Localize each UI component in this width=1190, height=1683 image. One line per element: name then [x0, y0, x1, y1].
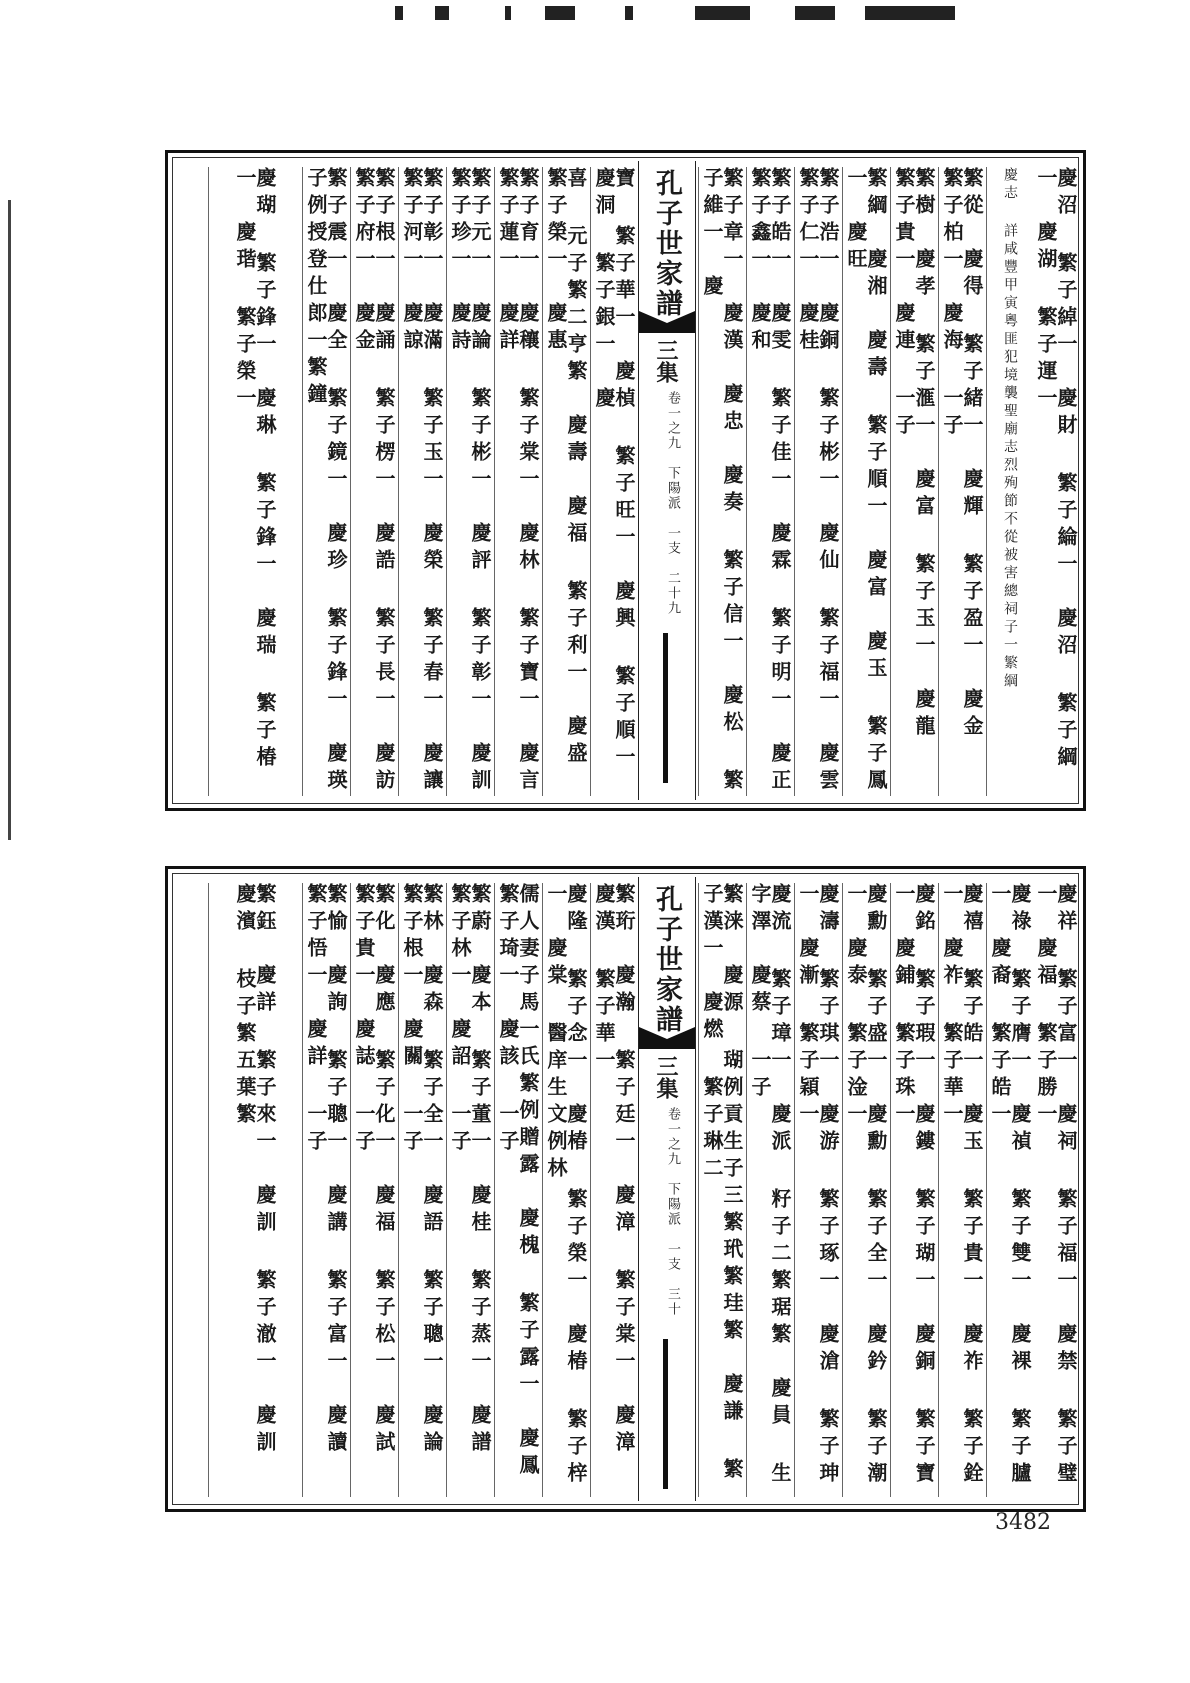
- center-fold-label: [638, 877, 696, 1501]
- fold-bar: [663, 1339, 668, 1489]
- entry-column: 慶祥 繁子富一 慶祠 繁子福一 慶禁 繁子璧一 慶福 繁子勝一: [1034, 883, 1078, 1489]
- entry-column: 繁珩 慶瀚 繁子廷一 慶漳 繁子棠一 慶漳 慶漢 繁子華一: [590, 883, 637, 1497]
- entry-column: 慶勳 繁子盛一 慶勳 繁子全一 慶鈐 繁子潮一 慶泰 繁子淦一: [842, 883, 889, 1497]
- entry-column: 慶銘 繁子瑕一 慶鏤 繁子瑚一 慶銅 繁子寶一 慶鋪 繁子珠一: [890, 883, 937, 1497]
- entry-column: 儒人妻子馬一氏繁例贈露 慶槐 繁子露一 慶鳳 繁子琦一 慶該 一子: [496, 883, 540, 1512]
- genealogy-page-bottom: [165, 866, 1086, 1512]
- entry-column: 繁愉 慶詢 繁子聰一 慶講 繁子富一 慶讀 繁子悟一 慶詳 一子: [302, 883, 349, 1497]
- genealogy-page-top: [165, 150, 1086, 827]
- fishtail-mark-icon: [639, 1027, 695, 1049]
- entry-column: 慶祿 繁子膺一 慶禎 繁子雙一 慶裸 繁子臚一 慶裔 繁子皓一: [986, 883, 1033, 1497]
- center-fold-label: [638, 161, 696, 800]
- entry-column: 慶志 詳咸豐甲寅粵匪犯境襲聖廟志烈殉節不從被害總祠子一繁綱: [986, 167, 1033, 796]
- entry-column: 繁子根一 慶誦 繁子楞一 慶誥 繁子長一 慶訪 繁子府一 慶金: [352, 167, 396, 827]
- entry-column: 寶 繁子華一 慶楨 繁子旺一 慶興 繁子順一 慶洞 繁子銀一 慶: [592, 167, 636, 800]
- entry-column: 繁子育一 慶穰 繁子棠一 慶林 繁子寶一 慶言 繁子蓮一 慶詳: [496, 167, 540, 827]
- fold-bar: [663, 633, 668, 783]
- entry-column: 繁蔚 慶本 繁子董一 慶桂 繁子蒸一 慶譜 繁子林一 慶詔 一子: [446, 883, 493, 1497]
- book-title: 孔子世家譜: [651, 169, 682, 319]
- entry-column: 喜 元子繁二亨繁 慶壽 慶福 繁子利一 慶盛 繁子榮一 慶惠: [544, 167, 588, 800]
- volume-line: 卷一之九 下陽派 一支 二十九: [665, 391, 680, 616]
- entry-column: 繁涞 慶源 瑚例貢生子三繁玳繁珪繁 慶謙 繁子漢一 慶燃 繁子琳二: [698, 883, 745, 1497]
- scan-edge-mark: [8, 200, 11, 840]
- edition-label: 三集: [653, 1055, 679, 1099]
- entry-column: 慶禧 繁子皓一 慶玉 繁子貴一 慶祚 繁子銓一 慶祚 繁子華一: [938, 883, 985, 1497]
- page-number: 3482: [995, 1510, 1051, 1535]
- entry-column: 繁子元一 慶論 繁子彬一 慶評 繁子彰一 慶訓 繁子珍一 慶詩: [448, 167, 492, 827]
- book-title: 孔子世家譜: [651, 885, 682, 1035]
- fishtail-mark-icon: [639, 311, 695, 333]
- entry-column: 慶濤 繁子琪一 慶游 繁子琢一 慶滄 繁子珅一 慶漸 繁子穎一: [794, 883, 841, 1497]
- entry-column: 慶隆 繁子念一 慶椿 繁子榮一 慶椿 繁子梓一 慶棠 醫庠生文例林: [542, 883, 589, 1497]
- top-edge-artifact: [395, 6, 955, 20]
- entry-column: 慶瑚 繁子鋒一 慶琳 繁子鋒一 慶瑞 繁子椿一 慶瑎 繁子榮一: [208, 167, 301, 796]
- volume-line: 卷一之九 下陽派 一支 三十: [665, 1107, 680, 1317]
- entry-column: 繁子彰一 慶滿 繁子玉一 慶榮 繁子春一 慶讓 繁子河一 慶諒: [400, 167, 444, 827]
- edition-label: 三集: [653, 339, 679, 383]
- entry-column: 繁從 慶得 繁子緒一 慶輝 繁子盈一 慶金 繁子柏一 慶海 一子: [938, 167, 985, 796]
- entry-column: 繁樹 慶孝 繁子滙一 慶富 繁子玉一 慶龍 繁子貴一 慶連 一子: [890, 167, 937, 796]
- entry-column: 繁子皓一 慶雯 繁子佳一 慶霖 繁子明一 慶正 繁子鑫一 慶和: [748, 167, 792, 827]
- entry-column: 繁鈺 慶詳 繁子來一 慶訓 繁子澈一 慶訓 慶濱 枝子繁五葉繁: [208, 883, 301, 1497]
- entry-column: 繁子章一 慶漢 慶忠 慶奏 繁子信一 慶松 繁子維一 慶: [700, 167, 744, 796]
- entry-column: 繁子震一 慶全 繁子鏡一 慶珍 繁子鋒一 慶瑛 子例授登仕郎一繁鐘: [304, 167, 348, 827]
- entry-column: 繁子浩一 慶銅 繁子彬一 慶仙 繁子福一 慶雲 繁子仁一 慶桂: [796, 167, 840, 827]
- entry-column: 繁化 慶應 繁子化一 慶福 繁子松一 慶試 繁子貴一 慶誌 一子: [350, 883, 397, 1497]
- entry-column: 繁林 慶森 繁子全一 慶語 繁子聰一 慶論 繁子根一 慶關 一子: [398, 883, 445, 1497]
- entry-column: 繁綱 慶湘 慶壽 繁子順一 慶富 慶玉 繁子鳳一 慶旺: [844, 167, 888, 796]
- entry-column: 慶沼 繁子綽一 慶財 繁子綸一 慶沼 繁子綱一 慶湖 繁子運一: [1034, 167, 1078, 773]
- entry-column: 慶流 繁子璋一 慶派 籽子二繁琚繁 慶員 生字澤 慶蔡 一子: [746, 883, 793, 1497]
